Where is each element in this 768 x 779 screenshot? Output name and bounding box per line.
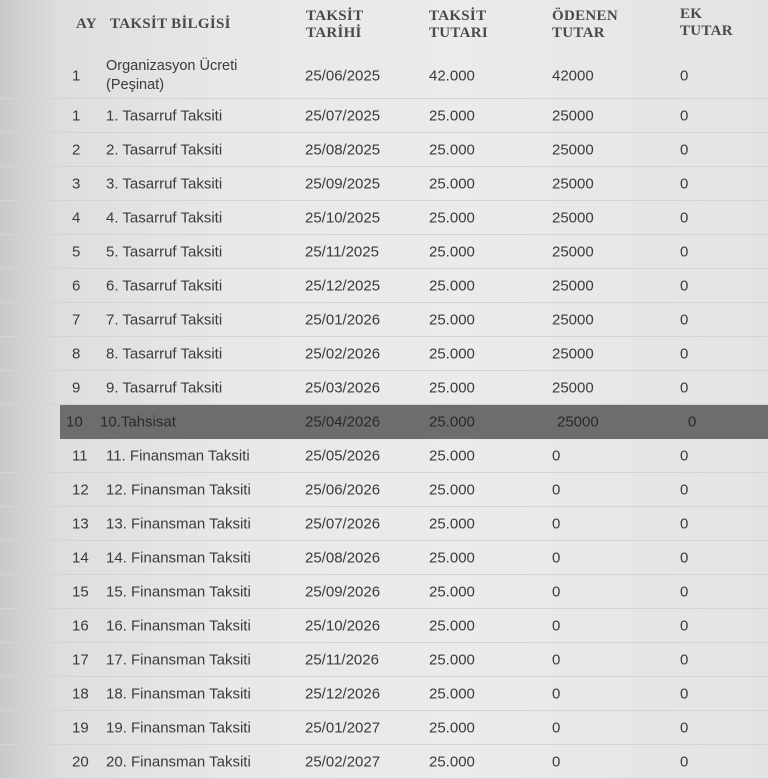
cell-ay: 19: [72, 719, 89, 736]
cell-odenen-tutar: 0: [552, 753, 561, 770]
table-row: [0, 473, 768, 507]
cell-ek-tutar: 0: [680, 515, 689, 532]
cell-odenen-tutar: 0: [552, 719, 561, 736]
table-row: [0, 677, 768, 711]
cell-taksit-bilgisi: 10.Tahsisat: [100, 413, 176, 430]
table-row: [0, 167, 768, 201]
cell-taksit-bilgisi: 2. Tasarruf Taksiti: [106, 141, 223, 158]
cell-taksit-bilgisi: 18. Finansman Taksiti: [106, 685, 251, 702]
cell-ek-tutar: 0: [680, 753, 689, 770]
cell-taksit-tarihi: 25/09/2025: [305, 175, 381, 192]
cell-taksit-tarihi: 25/12/2025: [305, 277, 381, 294]
cell-odenen-tutar: 0: [552, 685, 561, 702]
cell-taksit-tarihi: 25/06/2025: [305, 67, 381, 85]
cell-odenen-tutar: 25000: [552, 107, 594, 124]
cell-taksit-tutari: 25.000: [429, 277, 475, 294]
cell-taksit-bilgisi: 1. Tasarruf Taksiti: [106, 107, 223, 124]
cell-ek-tutar: 0: [680, 617, 689, 634]
cell-taksit-bilgisi: 5. Tasarruf Taksiti: [106, 243, 223, 260]
table-row: [0, 99, 768, 133]
table-row: [0, 711, 768, 745]
cell-odenen-tutar: 0: [552, 515, 561, 532]
table-row: [0, 575, 768, 609]
cell-odenen-tutar: 0: [552, 549, 561, 566]
cell-ek-tutar: 0: [680, 379, 689, 396]
cell-ek-tutar: 0: [680, 311, 689, 328]
cell-taksit-bilgisi: 11. Finansman Taksiti: [106, 447, 250, 464]
table-row: [0, 541, 768, 575]
cell-taksit-bilgisi: 6. Tasarruf Taksiti: [106, 277, 223, 294]
cell-ek-tutar: 0: [680, 243, 689, 260]
cell-ay: 1: [72, 67, 81, 85]
cell-odenen-tutar: 0: [552, 617, 561, 634]
cell-ek-tutar: 0: [680, 685, 689, 702]
header-taksit-bilgisi: TAKSİT BİLGİSİ: [110, 16, 231, 32]
cell-taksit-tutari: 25.000: [429, 413, 475, 430]
cell-odenen-tutar: 25000: [552, 141, 594, 158]
cell-odenen-tutar: 0: [552, 651, 561, 668]
table-row: [0, 269, 768, 303]
cell-odenen-tutar: 0: [552, 481, 561, 498]
cell-ay: 20: [72, 753, 89, 770]
cell-taksit-bilgisi: 13. Finansman Taksiti: [106, 515, 251, 532]
cell-odenen-tutar: 25000: [552, 345, 594, 362]
cell-ay: 1: [72, 107, 81, 124]
cell-odenen-tutar: 0: [552, 447, 561, 464]
cell-ek-tutar: 0: [680, 481, 689, 498]
table-row: [0, 439, 768, 473]
header-ek-tutar: EK TUTAR: [680, 6, 733, 39]
cell-taksit-tutari: 25.000: [429, 209, 475, 226]
cell-taksit-tutari: 25.000: [429, 175, 475, 192]
cell-taksit-bilgisi: 17. Finansman Taksiti: [106, 651, 251, 668]
header-taksit-tarihi: TAKSİT TARİHİ: [306, 8, 364, 41]
cell-taksit-tarihi: 25/11/2025: [305, 243, 379, 260]
cell-odenen-tutar: 25000: [552, 243, 594, 260]
cell-taksit-bilgisi: 4. Tasarruf Taksiti: [106, 209, 223, 226]
cell-taksit-tutari: 25.000: [429, 549, 475, 566]
cell-taksit-tutari: 25.000: [429, 651, 475, 668]
cell-taksit-tarihi: 25/08/2025: [305, 141, 381, 158]
cell-ay: 11: [72, 447, 88, 464]
cell-taksit-tarihi: 25/11/2026: [305, 651, 379, 668]
cell-taksit-tarihi: 25/03/2026: [305, 379, 381, 396]
cell-odenen-tutar: 25000: [552, 277, 594, 294]
table-row: [0, 337, 768, 371]
table-row: [0, 133, 768, 167]
cell-taksit-bilgisi: 7. Tasarruf Taksiti: [106, 311, 223, 328]
cell-taksit-bilgisi: 16. Finansman Taksiti: [106, 617, 251, 634]
cell-ek-tutar: 0: [680, 719, 689, 736]
cell-taksit-bilgisi: 15. Finansman Taksiti: [106, 583, 251, 600]
cell-taksit-bilgisi: 3. Tasarruf Taksiti: [106, 175, 223, 192]
cell-taksit-bilgisi: 20. Finansman Taksiti: [106, 753, 251, 770]
table-row: [0, 201, 768, 235]
cell-ay: 14: [72, 549, 89, 566]
cell-taksit-tarihi: 25/01/2026: [305, 311, 381, 328]
cell-ay: 2: [72, 141, 81, 158]
cell-ay: 4: [72, 209, 81, 226]
table-row: [0, 507, 768, 541]
cell-taksit-tutari: 25.000: [429, 107, 475, 124]
cell-taksit-tutari: 25.000: [429, 447, 475, 464]
cell-odenen-tutar: 25000: [552, 209, 594, 226]
header-ay: AY: [76, 16, 97, 32]
cell-taksit-tutari: 25.000: [429, 345, 475, 362]
cell-ay: 18: [72, 685, 89, 702]
cell-taksit-tarihi: 25/12/2026: [305, 685, 381, 702]
cell-ek-tutar: 0: [688, 413, 697, 430]
cell-ay: 10: [66, 413, 83, 430]
cell-taksit-tutari: 25.000: [429, 719, 475, 736]
cell-taksit-tarihi: 25/07/2026: [305, 515, 381, 532]
cell-ay: 13: [72, 515, 89, 532]
cell-ek-tutar: 0: [680, 549, 689, 566]
cell-odenen-tutar: 0: [552, 583, 561, 600]
cell-taksit-tarihi: 25/08/2026: [305, 549, 381, 566]
cell-ay: 9: [72, 379, 81, 396]
cell-taksit-tutari: 42.000: [429, 67, 475, 85]
cell-taksit-tarihi: 25/07/2025: [305, 107, 381, 124]
cell-taksit-tarihi: 25/04/2026: [305, 413, 381, 430]
cell-taksit-tarihi: 25/01/2027: [305, 719, 381, 736]
cell-taksit-bilgisi: 9. Tasarruf Taksiti: [106, 379, 223, 396]
cell-taksit-tarihi: 25/06/2026: [305, 481, 381, 498]
cell-odenen-tutar: 25000: [552, 311, 594, 328]
cell-taksit-bilgisi: 12. Finansman Taksiti: [106, 481, 251, 498]
cell-ay: 7: [72, 311, 81, 328]
table-row-highlighted: [60, 405, 768, 439]
cell-taksit-tutari: 25.000: [429, 515, 475, 532]
table-row: [0, 371, 768, 405]
table-row: [0, 609, 768, 643]
cell-taksit-bilgisi: 19. Finansman Taksiti: [106, 719, 251, 736]
cell-ek-tutar: 0: [680, 651, 689, 668]
cell-taksit-tarihi: 25/09/2026: [305, 583, 381, 600]
cell-ek-tutar: 0: [680, 107, 689, 124]
cell-taksit-tarihi: 25/02/2027: [305, 753, 381, 770]
cell-ek-tutar: 0: [680, 447, 689, 464]
cell-ay: 6: [72, 277, 81, 294]
cell-taksit-tutari: 25.000: [429, 243, 475, 260]
cell-ay: 3: [72, 175, 81, 192]
cell-ek-tutar: 0: [680, 583, 689, 600]
cell-taksit-tutari: 25.000: [429, 379, 475, 396]
cell-odenen-tutar: 25000: [557, 413, 599, 430]
cell-ek-tutar: 0: [680, 345, 689, 362]
header-odenen-tutar: ÖDENEN TUTAR: [552, 8, 618, 41]
cell-taksit-tutari: 25.000: [429, 481, 475, 498]
cell-ek-tutar: 0: [680, 209, 689, 226]
table-row: [0, 235, 768, 269]
table-row: [0, 54, 768, 99]
table-row: [0, 745, 768, 779]
cell-ay: 8: [72, 345, 81, 362]
table-header: [0, 0, 768, 58]
cell-taksit-tarihi: 25/10/2026: [305, 617, 381, 634]
cell-taksit-tutari: 25.000: [429, 141, 475, 158]
cell-ek-tutar: 0: [680, 141, 689, 158]
cell-odenen-tutar: 42000: [552, 67, 594, 85]
cell-ay: 5: [72, 243, 81, 260]
cell-ay: 17: [72, 651, 89, 668]
cell-ek-tutar: 0: [680, 277, 689, 294]
cell-ek-tutar: 0: [680, 67, 689, 85]
cell-taksit-bilgisi: 14. Finansman Taksiti: [106, 549, 251, 566]
cell-taksit-tarihi: 25/05/2026: [305, 447, 381, 464]
table-row: [0, 303, 768, 337]
cell-taksit-bilgisi: Organizasyon Ücreti (Peşinat): [106, 58, 238, 93]
cell-taksit-tarihi: 25/10/2025: [305, 209, 381, 226]
cell-ay: 12: [72, 481, 89, 498]
table-row: [0, 643, 768, 677]
cell-taksit-bilgisi: 8. Tasarruf Taksiti: [106, 345, 223, 362]
table-body: [0, 54, 768, 779]
cell-taksit-tarihi: 25/02/2026: [305, 345, 381, 362]
cell-ay: 15: [72, 583, 89, 600]
cell-taksit-tutari: 25.000: [429, 583, 475, 600]
cell-taksit-tutari: 25.000: [429, 311, 475, 328]
cell-odenen-tutar: 25000: [552, 175, 594, 192]
header-taksit-tutari: TAKSİT TUTARI: [429, 8, 489, 41]
cell-odenen-tutar: 25000: [552, 379, 594, 396]
cell-ek-tutar: 0: [680, 175, 689, 192]
cell-taksit-tutari: 25.000: [429, 685, 475, 702]
cell-taksit-tutari: 25.000: [429, 617, 475, 634]
cell-ay: 16: [72, 617, 89, 634]
cell-taksit-tutari: 25.000: [429, 753, 475, 770]
